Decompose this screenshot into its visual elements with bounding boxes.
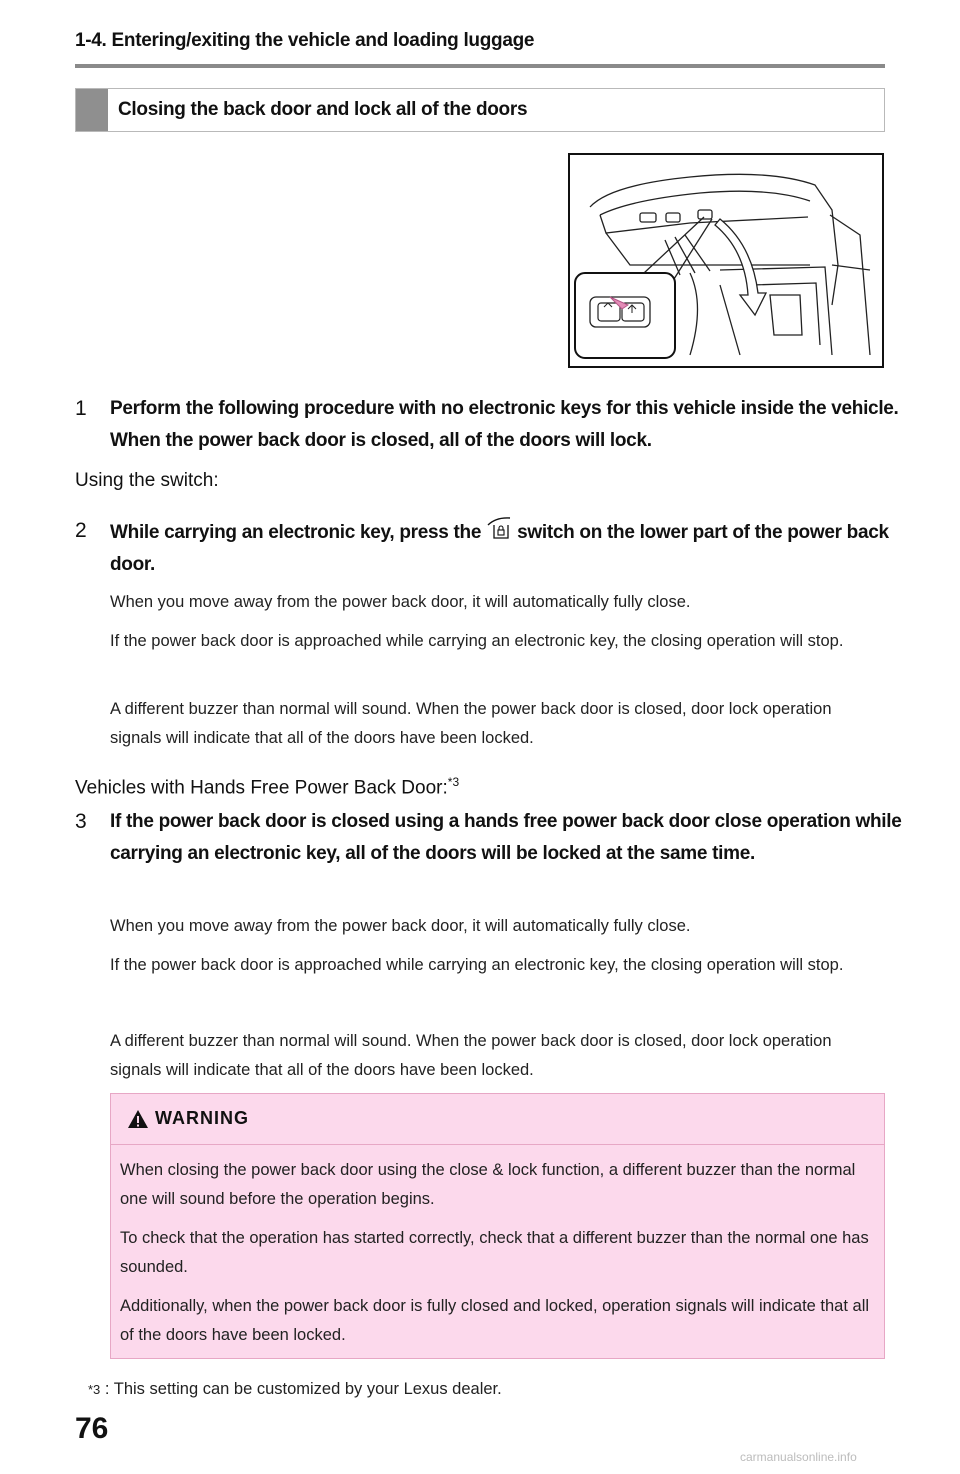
warning-paragraph-2: To check that the operation has started correctly, check that a different buzzer than the normal one has sounded. [120,1229,869,1276]
back-door-illustration [568,153,884,368]
step-text: If the power back door is closed using a hands free power back door close operation while carrying an electronic key, all of the doors will be locked at the same time. [110,811,902,864]
hands-free-label [75,768,459,802]
back-door-drawing [570,155,882,366]
warning-paragraph-1: When closing the power back door using the close & lock function, a different buzzer than the normal one will sound before the operation begins. [120,1161,856,1208]
step-text: Perform the following procedure with no electronic keys for this vehicle inside the vehicle. When the power back door is closed, all of the doors will lock. [110,398,899,451]
warning-header [111,1094,884,1145]
step-2-note-3: A different buzzer than normal will sound. When the power back door is closed, door lock operation signals will indicate that all of the doors have been locked. [110,700,832,747]
using-switch-label: Using the switch: [75,470,219,491]
step-number: 1 [75,397,87,420]
step-3-note-3: A different buzzer than normal will sound. When the power back door is closed, door lock operation signals will indicate that all of the doors have been locked. [110,1032,832,1079]
step-3-note-2: If the power back door is approached while carrying an electronic key, the closing operation will stop. [110,956,844,974]
hands-free-text: Vehicles with Hands Free Power Back Door: [75,777,448,799]
footnote-mark: *3 [88,1382,101,1397]
header-rule [75,64,885,68]
section-heading-bar [76,89,108,131]
warning-label: WARNING [155,1108,249,1128]
footnote-text: : This setting can be customized by your Lexus dealer. [104,1380,502,1398]
step-text [110,515,910,581]
step-number: 2 [75,519,87,542]
section-title: Closing the back door and lock all of the doors [118,99,528,120]
step-text-before: While carrying an electronic key, press the [110,522,482,543]
step-text-after: switch on the lower part of the power back door. [110,522,889,575]
warning-box [110,1093,885,1359]
step-1 [75,393,910,457]
footnote-ref: *3 [447,775,460,789]
step-3-note-1: When you move away from the power back door, it will automatically fully close. [110,917,691,935]
back-door-lock-icon [486,515,512,541]
warning-paragraph-3: Additionally, when the power back door is fully closed and locked, operation signals will indicate that all of the doors have been locked. [120,1297,870,1344]
section-heading [75,88,885,132]
step-2-note-1: When you move away from the power back door, it will automatically fully close. [110,593,691,611]
warning-triangle-icon [127,1109,149,1129]
footnote [88,1380,502,1399]
step-3 [75,806,910,870]
chapter-header: 1-4. Entering/exiting the vehicle and loading luggage [75,30,535,51]
site-watermark: carmanualsonline.info [740,1450,857,1464]
page-number: 76 [75,1412,109,1445]
step-2 [75,515,910,581]
step-2-note-2: If the power back door is approached while carrying an electronic key, the closing operation will stop. [110,632,844,650]
step-number: 3 [75,810,87,833]
